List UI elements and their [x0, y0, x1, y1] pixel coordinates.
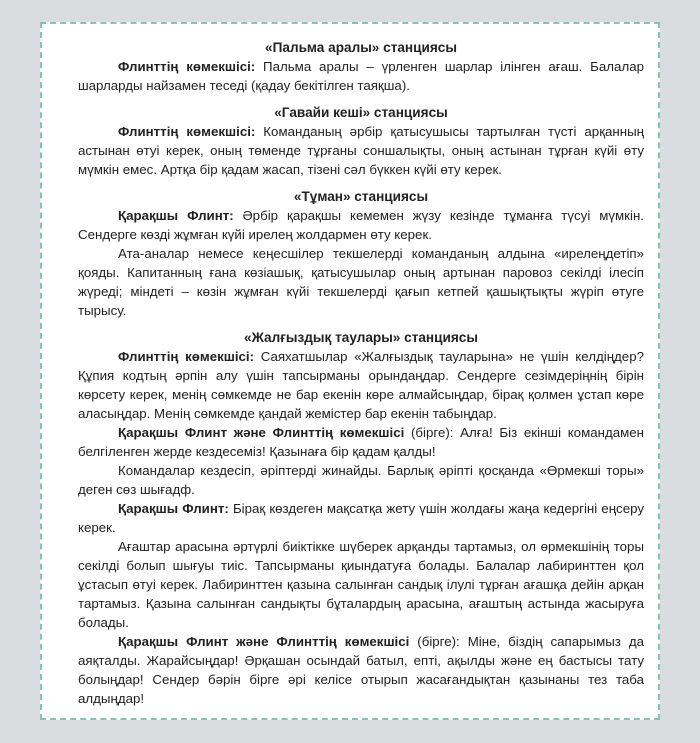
paragraph — [78, 347, 644, 423]
paragraph — [78, 632, 644, 708]
paragraph-text: Командалар кездесіп, әріптерді жинайды. Барлық әріпті қосқанда «Өрмекші торы» деген сөз шығадф. — [78, 463, 644, 497]
document-body — [78, 38, 644, 708]
speaker-label: Қарақшы Флинт және Флинттің көмекшісі — [118, 634, 410, 649]
speaker-label: Қарақшы Флинт: — [118, 208, 234, 223]
paragraph-text: Ата-аналар немесе кеңесшілер текшелерді команданың алдына «ирелеңдетіп» қояды. Капитанның ғана көзіашық, қатысушылар оның артынан паровоз секілді ілесіп жүреді; міндеті – көзін жұмған күйі текшелерді қағып кетпей қашықтықты жүріп өтуге тырысу. — [78, 246, 644, 318]
paragraph — [78, 244, 644, 320]
section-title-palm-island: «Пальма аралы» станциясы — [265, 40, 457, 55]
paragraph-text: Пальма аралы – үрленген шарлар ілінген ағаш. Балалар шарларды найзамен теседі (қадау бекітілген таяқша). — [78, 59, 644, 93]
speaker-label: Флинттің көмекшісі: — [118, 124, 256, 139]
paragraph — [78, 499, 644, 537]
speaker-label: Қарақшы Флинт: — [118, 501, 229, 516]
speaker-label: Флинттің көмекшісі: — [118, 349, 255, 364]
page-frame — [40, 22, 660, 720]
paragraph-text: Ағаштар арасына әртүрлі биіктікке шүберек арқанды тартамыз, ол өрмекшінің торы секілді болып шығуы тиіс. Тапсырманы қиындатуға болады. Балалар лабиринттен қол ұстасып өтуі керек. Лабиринттен қазына салынған сандық ілулі тұрған ағашқа дейін арқан тартамыз. Қазына салынған сандықты бұталардың арасына, ағаштың астында жасыруға болады. — [78, 539, 644, 630]
paragraph-text: (бірге): Алға! Біз екінші командамен белгіленген жерде кездесеміз! Қазынаға бір қадам қалды! — [78, 425, 644, 459]
paragraph — [78, 57, 644, 95]
section-title-fog: «Тұман» станциясы — [293, 189, 429, 204]
paragraph-text: Әрбір қарақшы кемемен жүзу кезінде тұманға түсуі мүмкін. Сендерге көзді жұмған күйі ирелең жолдармен өту керек. — [78, 208, 644, 242]
paragraph — [78, 206, 644, 244]
paragraph-text: (бірге): Міне, біздің сапарымыз да аяқталды. Жарайсыңдар! Әрқашан осындай батыл, епті, ақылды және ең бастысы тату болыңдар! Сендер бәрін бірге әрі келісе отырып жасағандықтан қазынаны тез таба алдыңдар! — [78, 634, 645, 706]
section-title-hawaii-evening: «Гавайи кеші» станциясы — [274, 105, 448, 120]
paragraph-text: Команданың әрбір қатысушысы тартылған түсті арқанның астынан өтуі керек, оның төменде тұрғаны соншалықты, оның астынан тұрған күйі өту мүмкін емес. Артқа бір қадам жасап, тізені сәл бүккен күйі өту керек. — [78, 124, 644, 177]
paragraph-text: Саяхатшылар «Жалғыздық тауларына» не үшін келдіңдер? Құпия кодтың әрпін алу үшін тапсырманы орындаңдар. Сендерге сезімдеріңнің бірін көрсету керек, менің сөмкемде не бар екенін көре алмайсыңдар, бірақ қолмен ұстап көре аласыңдар. Менің сөмкемде қандай жемістер бар екенін табыңдар. — [78, 349, 644, 421]
paragraph — [78, 461, 644, 499]
paragraph-text: Бірақ көздеген мақсатқа жету үшін жолдағы жаңа кедергіні еңсеру керек. — [78, 501, 644, 535]
section-title-mountains-of-solitude: «Жалғыздық таулары» станциясы — [244, 330, 478, 345]
speaker-label: Флинттің көмекшісі: — [118, 59, 256, 74]
paragraph — [78, 423, 644, 461]
speaker-label: Қарақшы Флинт және Флинттің көмекшісі — [118, 425, 405, 440]
paragraph — [78, 537, 644, 632]
paragraph — [78, 122, 644, 179]
